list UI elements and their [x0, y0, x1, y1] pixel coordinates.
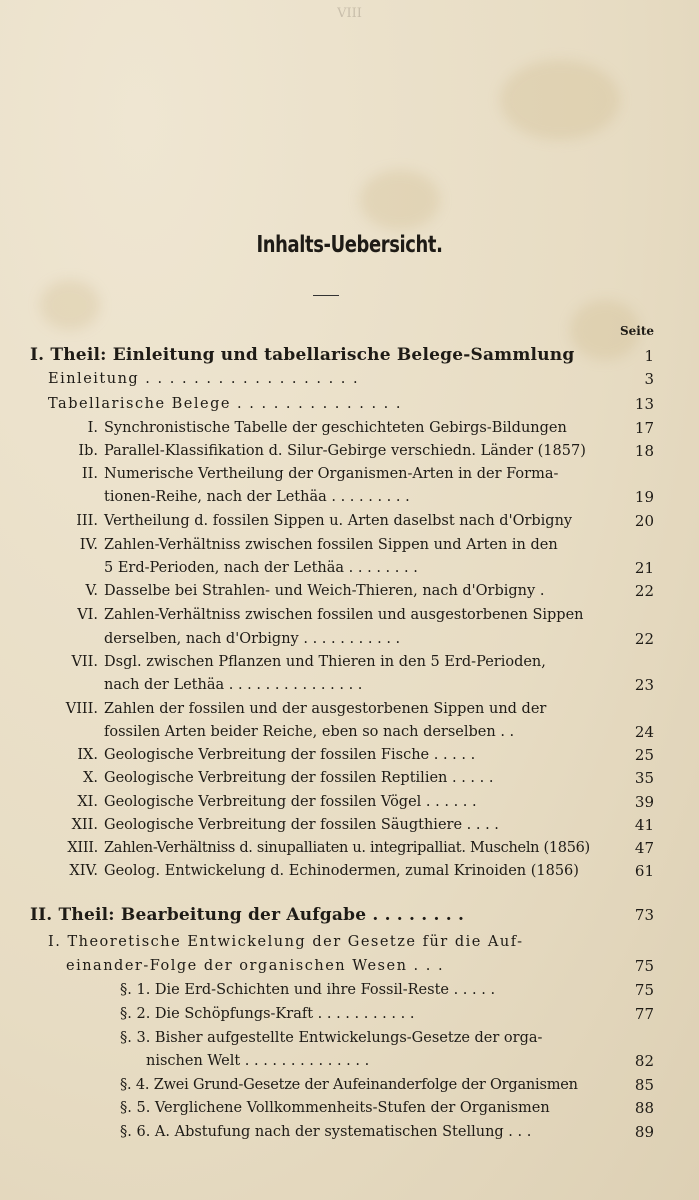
toc-entry-table-1: I. Synchronistische Tabelle der geschichteten Gebirgs-Bildungen — [87, 420, 567, 436]
page-folio: VIII — [337, 6, 362, 21]
toc-entry-table-2: II. Numerische Vertheilung der Organismen-Arten in der Forma- — [81, 466, 559, 482]
toc-page: 89 — [634, 1123, 654, 1141]
toc-entry-par-2: §. 2. Die Schöpfungs-Kraft . . . . . . . . . . . — [120, 1006, 415, 1022]
toc-part-2: II. Theil: Bearbeitung der Aufgabe . . . . . . . . — [30, 905, 465, 925]
toc-entry-par-1: §. 1. Die Erd-Schichten und ihre Fossil-Reste . . . . . — [120, 982, 496, 998]
toc-entry-table-6: VI. Zahlen-Verhältniss zwischen fossilen und ausgestorbenen Sippen — [77, 607, 584, 623]
toc-entry-table-4: IV. Zahlen-Verhältniss zwischen fossilen Sippen und Arten in den — [79, 537, 558, 553]
toc-entry-table-5: V. Dasselbe bei Strahlen- und Weich-Thieren, nach d'Orbigny . — [85, 583, 545, 599]
toc-entry-table-10: X. Geologische Verbreitung der fossilen Reptilien . . . . . — [83, 770, 494, 786]
toc-entry-tabellarische-belege: Tabellarische Belege . . . . . . . . . . . . . . — [48, 396, 403, 412]
toc-entry-table-9: IX. Geologische Verbreitung der fossilen Fische . . . . . — [77, 747, 476, 763]
toc-page: 25 — [634, 746, 654, 764]
toc-part-1: I. Theil: Einleitung und tabellarische Belege-Sammlung — [30, 345, 575, 365]
toc-entry-par-3-cont: nischen Welt . . . . . . . . . . . . . . — [146, 1053, 370, 1069]
toc-entry-table-8: VIII. Zahlen der fossilen und der ausgestorbenen Sippen und der — [65, 701, 547, 717]
toc-entry-table-11: XI. Geologische Verbreitung der fossilen Vögel . . . . . . — [77, 794, 477, 810]
toc-entry-table-12: XII. Geologische Verbreitung der fossilen Säugthiere . . . . — [71, 817, 499, 833]
toc-entry-table-2-cont: tionen-Reihe, nach der Lethäa . . . . . . . . . — [104, 489, 410, 505]
paper-stain — [500, 60, 620, 140]
toc-page: 18 — [634, 442, 654, 460]
page-title: Inhalts-Uebersicht. — [256, 232, 443, 258]
toc-page: 77 — [634, 1005, 654, 1023]
toc-page: 82 — [634, 1052, 654, 1070]
paper-stain — [40, 280, 100, 330]
toc-entry-table-14: XIV. Geolog. Entwickelung d. Echinodermen, zumal Krinoiden (1856) — [69, 863, 579, 879]
toc-entry-table-3: III. Vertheilung d. fossilen Sippen u. Arten daselbst nach d'Orbigny — [76, 513, 573, 529]
title-rule — [313, 295, 339, 296]
toc-page: 75 — [634, 957, 654, 975]
toc-page: 23 — [634, 676, 654, 694]
toc-page: 21 — [634, 559, 654, 577]
toc-entry-einleitung: Einleitung . . . . . . . . . . . . . . . . . . — [48, 371, 360, 387]
toc-entry-table-7-cont: nach der Lethäa . . . . . . . . . . . . . . . — [104, 677, 363, 693]
toc-page: 47 — [634, 839, 654, 857]
toc-page: 39 — [634, 793, 654, 811]
toc-page: 88 — [634, 1099, 654, 1117]
paper-stain — [360, 170, 440, 230]
toc-entry-theoretische-cont: einander-Folge der organischen Wesen . . . — [66, 958, 445, 974]
toc-page: 35 — [634, 769, 654, 787]
toc-entry-table-13: XIII. Zahlen-Verhältniss d. sinupalliaten u. integripalliat. Muscheln (1856) — [67, 840, 590, 856]
toc-entry-table-1b: Ib. Parallel-Klassifikation d. Silur-Gebirge verschiedn. Länder (1857) — [78, 443, 586, 459]
toc-page: 73 — [634, 906, 654, 924]
toc-entry-par-4: §. 4. Zwei Grund-Gesetze der Aufeinanderfolge der Organismen — [120, 1077, 578, 1093]
toc-page: 22 — [634, 630, 654, 648]
toc-page: 13 — [634, 395, 654, 413]
toc-page: 19 — [634, 488, 654, 506]
toc-entry-table-6-cont: derselben, nach d'Orbigny . . . . . . . . . . . — [104, 631, 401, 647]
toc-page: 24 — [634, 723, 654, 741]
toc-page: 75 — [634, 981, 654, 999]
toc-page: 17 — [634, 419, 654, 437]
seite-header: Seite — [619, 324, 654, 338]
toc-entry-par-6: §. 6. A. Abstufung nach der systematischen Stellung . . . — [120, 1124, 532, 1140]
toc-entry-theoretische: I. Theoretische Entwickelung der Gesetze für die Auf- — [48, 934, 524, 950]
toc-entry-table-8-cont: fossilen Arten beider Reiche, eben so nach derselben . . — [104, 724, 515, 740]
toc-entry-table-7: VII. Dsgl. zwischen Pflanzen und Thieren in den 5 Erd-Perioden, — [71, 654, 546, 670]
toc-entry-par-3: §. 3. Bisher aufgestellte Entwickelungs-Gesetze der orga- — [120, 1030, 543, 1046]
toc-page: 1 — [644, 347, 654, 365]
toc-page: 61 — [634, 862, 654, 880]
toc-entry-par-5: §. 5. Verglichene Vollkommenheits-Stufen der Organismen — [120, 1100, 550, 1116]
toc-page: 3 — [644, 370, 654, 388]
toc-page: 22 — [634, 582, 654, 600]
toc-page: 41 — [634, 816, 654, 834]
toc-entry-table-4-cont: 5 Erd-Perioden, nach der Lethäa . . . . . . . . — [104, 560, 418, 576]
toc-page: 20 — [634, 512, 654, 530]
toc-page: 85 — [634, 1076, 654, 1094]
